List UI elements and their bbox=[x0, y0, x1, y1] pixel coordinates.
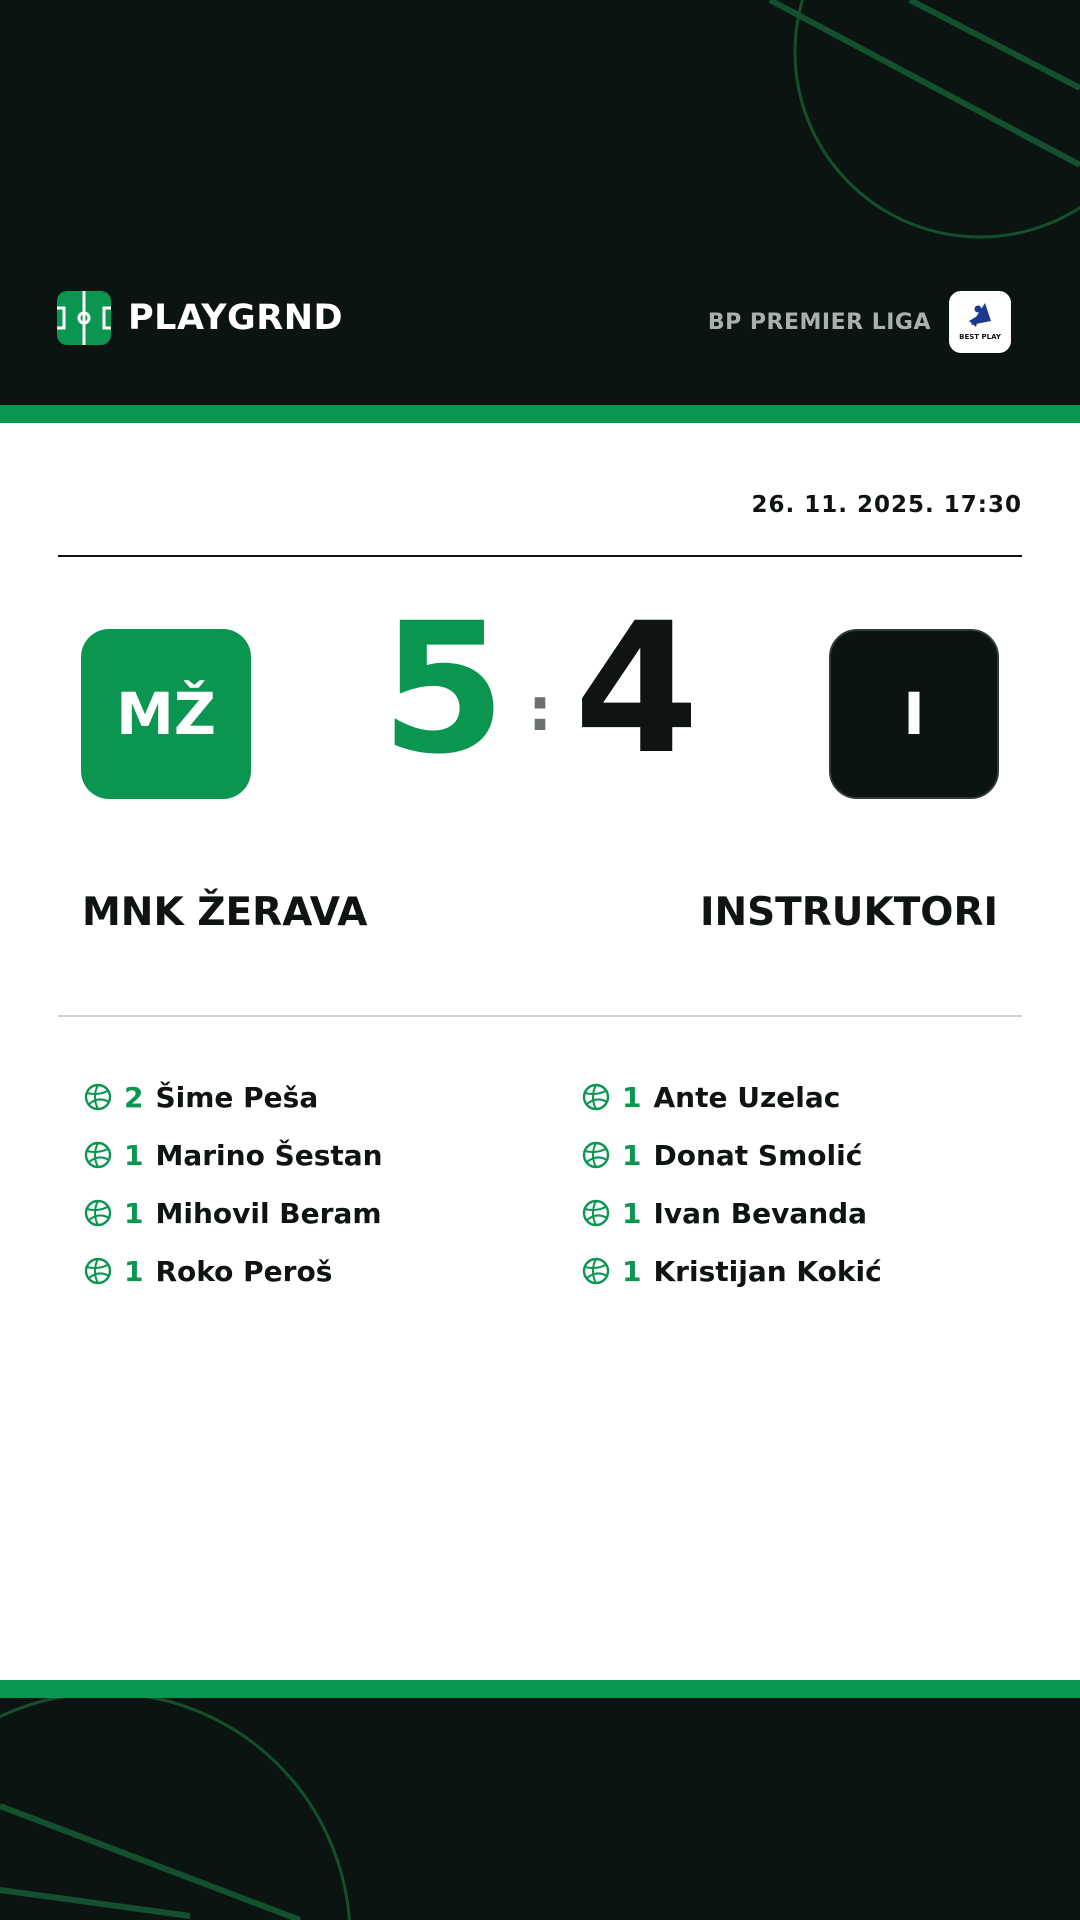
away-team-name: INSTRUKTORI bbox=[699, 890, 998, 935]
scorer-row bbox=[84, 1126, 383, 1184]
footer-accent-stripe bbox=[0, 1680, 1080, 1698]
player-name: Marino Šestan bbox=[155, 1138, 383, 1172]
scorer-row bbox=[84, 1184, 383, 1242]
goal-count: 1 bbox=[124, 1254, 144, 1288]
scorer-row bbox=[582, 1242, 882, 1300]
home-score: 5 bbox=[380, 585, 506, 794]
scorer-row bbox=[582, 1184, 882, 1242]
pitch-icon bbox=[57, 291, 111, 345]
ball-icon bbox=[84, 1199, 112, 1227]
away-score: 4 bbox=[574, 585, 700, 794]
league-logo-text: BEST PLAY bbox=[959, 333, 1001, 341]
goal-count: 1 bbox=[622, 1196, 642, 1230]
ball-icon bbox=[84, 1083, 112, 1111]
ball-icon bbox=[582, 1141, 610, 1169]
footer-banner bbox=[0, 1698, 1080, 1920]
divider bbox=[58, 555, 1022, 557]
pitch-decoration-bottom bbox=[0, 1698, 1080, 1920]
league-name: BP PREMIER LIGA bbox=[707, 309, 931, 335]
scorer-row bbox=[582, 1068, 882, 1126]
goal-count: 1 bbox=[124, 1196, 144, 1230]
goal-count: 2 bbox=[124, 1080, 144, 1114]
away-scorers-list bbox=[582, 1068, 882, 1300]
player-name: Ivan Bevanda bbox=[653, 1196, 868, 1230]
ball-icon bbox=[84, 1141, 112, 1169]
ball-icon bbox=[582, 1083, 610, 1111]
header-accent-stripe bbox=[0, 405, 1080, 423]
player-name: Šime Peša bbox=[155, 1080, 319, 1114]
scorer-row bbox=[84, 1068, 383, 1126]
goal-count: 1 bbox=[622, 1080, 642, 1114]
home-team-badge: MŽ bbox=[81, 629, 251, 799]
ball-icon bbox=[582, 1199, 610, 1227]
player-name: Kristijan Kokić bbox=[653, 1254, 882, 1288]
player-name: Donat Smolić bbox=[653, 1138, 863, 1172]
ball-icon bbox=[582, 1257, 610, 1285]
league-logo-mark bbox=[949, 291, 1011, 353]
player-name: Ante Uzelac bbox=[653, 1080, 841, 1114]
player-name: Mihovil Beram bbox=[155, 1196, 382, 1230]
goal-count: 1 bbox=[622, 1138, 642, 1172]
scorer-row bbox=[84, 1242, 383, 1300]
home-scorers-list bbox=[84, 1068, 383, 1300]
player-name: Roko Peroš bbox=[155, 1254, 333, 1288]
brand bbox=[57, 291, 343, 345]
ball-icon bbox=[84, 1257, 112, 1285]
goal-count: 1 bbox=[124, 1138, 144, 1172]
score-separator: : bbox=[528, 675, 552, 745]
goal-count: 1 bbox=[622, 1254, 642, 1288]
away-team-badge: I bbox=[829, 629, 999, 799]
divider bbox=[58, 1015, 1022, 1017]
home-team-name: MNK ŽERAVA bbox=[82, 890, 368, 935]
match-datetime: 26. 11. 2025. 17:30 bbox=[751, 492, 1022, 518]
scorer-row bbox=[582, 1126, 882, 1184]
league bbox=[708, 291, 1011, 353]
league-logo bbox=[949, 291, 1011, 353]
header-banner bbox=[0, 0, 1080, 405]
brand-name: PLAYGRND bbox=[128, 298, 344, 338]
